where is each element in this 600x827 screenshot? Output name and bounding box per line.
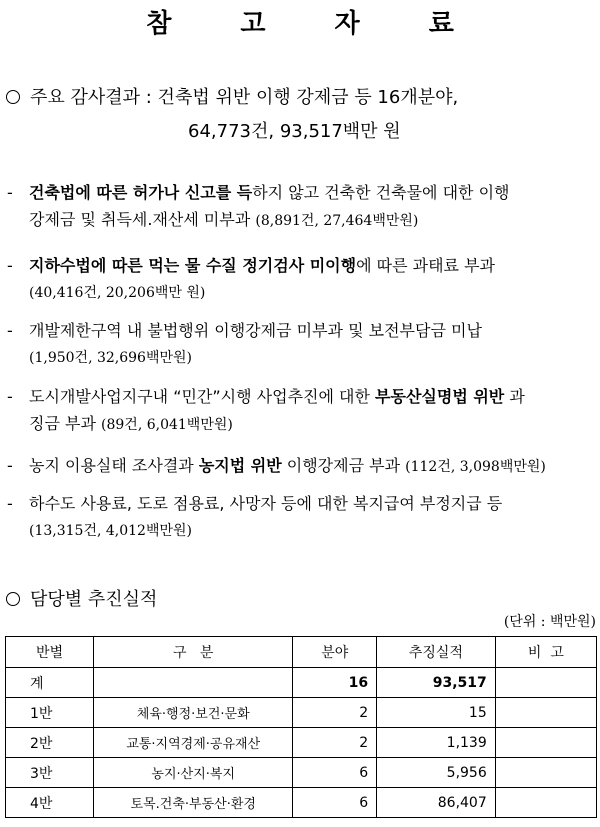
- cell-category: 토목.건축·부동산·환경: [94, 788, 293, 818]
- list-item: [7, 256, 597, 303]
- table-row: [6, 698, 597, 728]
- cell-category: 농지·산지·복지: [94, 758, 293, 788]
- cell-ban: 3반: [6, 758, 94, 788]
- summary-line1: 주요 감사결과 : 건축법 위반 이행 강제금 등 16개분야,: [30, 87, 459, 108]
- item-bold: 부동산실명법 위반: [375, 387, 505, 406]
- cell-amount: 93,517: [377, 668, 496, 698]
- cell-ban: 계: [6, 668, 94, 698]
- item-bold: 농지법 위반: [198, 456, 282, 475]
- header-ban: 반별: [6, 637, 94, 668]
- item-line2: 강제금 및 취득세.재산세 미부과 (8,891건, 27,464백만원): [29, 210, 419, 229]
- results-table: [5, 636, 597, 818]
- cell-count: 2: [293, 728, 377, 758]
- table-row: [6, 728, 597, 758]
- item-figure: (1,950건, 32,696백만원): [29, 350, 192, 366]
- header-category: 구 분: [94, 637, 293, 668]
- cell-category: 체육·행정·보건·문화: [94, 698, 293, 728]
- circle-bullet-icon: [6, 90, 20, 104]
- list-item: [7, 494, 597, 541]
- list-item: [7, 321, 597, 368]
- item-text: 하수도 사용료, 도로 점용료, 사망자 등에 대한 복지급여 부정지급 등: [29, 494, 503, 513]
- item-bold: 지하수법에 따른 먹는 물 수질 정기검사 미이행: [29, 256, 357, 275]
- cell-amount: 5,956: [377, 758, 496, 788]
- cell-count: 16: [293, 668, 377, 698]
- cell-category: [94, 668, 293, 698]
- list-item: [7, 387, 597, 435]
- summary-line2: 64,773건, 93,517백만 원: [188, 121, 401, 142]
- table-header-row: [6, 637, 597, 668]
- cell-count: 6: [293, 758, 377, 788]
- item-figure: (112건, 3,098백만원): [405, 459, 546, 475]
- cell-ban: 1반: [6, 698, 94, 728]
- item-line2: 징금 부과 (89건, 6,041백만원): [29, 414, 233, 433]
- cell-note: [495, 788, 596, 818]
- item-text: 에 따른 과태료 부과: [356, 256, 495, 275]
- item-figure: (8,891건, 27,464백만원): [255, 213, 419, 229]
- header-note: 비 고: [495, 637, 596, 668]
- dash-bullet: -: [7, 456, 13, 475]
- cell-count: 2: [293, 698, 377, 728]
- item-text: 개발제한구역 내 불법행위 이행강제금 미부과 및 보전부담금 미납: [29, 321, 482, 340]
- dash-bullet: -: [7, 256, 13, 275]
- table-row: [6, 758, 597, 788]
- section2-heading: [6, 589, 157, 611]
- item-text: 하지 않고 건축한 건축물에 대한 이행: [252, 183, 510, 202]
- cell-ban: 4반: [6, 788, 94, 818]
- item-figure: (89건, 6,041백만원): [101, 417, 233, 433]
- cell-amount: 15: [377, 698, 496, 728]
- item-text2: 과: [504, 387, 525, 406]
- item-figure: (40,416건, 20,206백만 원): [29, 285, 206, 301]
- table-row: [6, 668, 597, 698]
- cell-note: [495, 698, 596, 728]
- cell-note: [495, 728, 596, 758]
- item-text: 도시개발사업지구내 “민간”시행 사업추진에 대한: [29, 387, 376, 406]
- item-figure: (13,315건, 4,012백만원): [29, 523, 192, 539]
- header-amount: 추징실적: [377, 637, 496, 668]
- circle-bullet-icon: [6, 592, 20, 606]
- cell-note: [495, 668, 596, 698]
- cell-amount: 1,139: [377, 728, 496, 758]
- item-bold: 건축법에 따른 허가나 신고를 득: [29, 183, 253, 202]
- dash-bullet: -: [7, 321, 13, 340]
- dash-bullet: -: [7, 387, 13, 406]
- item-text: 농지 이용실태 조사결과: [29, 456, 199, 475]
- page-title: 참 고 자 료: [146, 9, 484, 39]
- dash-bullet: -: [7, 494, 13, 513]
- cell-count: 6: [293, 788, 377, 818]
- unit-note: (단위 : 백만원): [503, 614, 596, 630]
- list-item: [7, 456, 597, 477]
- header-count: 분야: [293, 637, 377, 668]
- cell-note: [495, 758, 596, 788]
- dash-bullet: -: [7, 183, 13, 202]
- cell-amount: 86,407: [377, 788, 496, 818]
- table-row: [6, 788, 597, 818]
- cell-ban: 2반: [6, 728, 94, 758]
- summary-heading: [6, 87, 458, 109]
- cell-category: 교통·지역경제·공유재산: [94, 728, 293, 758]
- list-item: [7, 183, 597, 231]
- item-text2: 이행강제금 부과: [281, 456, 401, 475]
- section2-title: 담당별 추진실적: [30, 589, 158, 610]
